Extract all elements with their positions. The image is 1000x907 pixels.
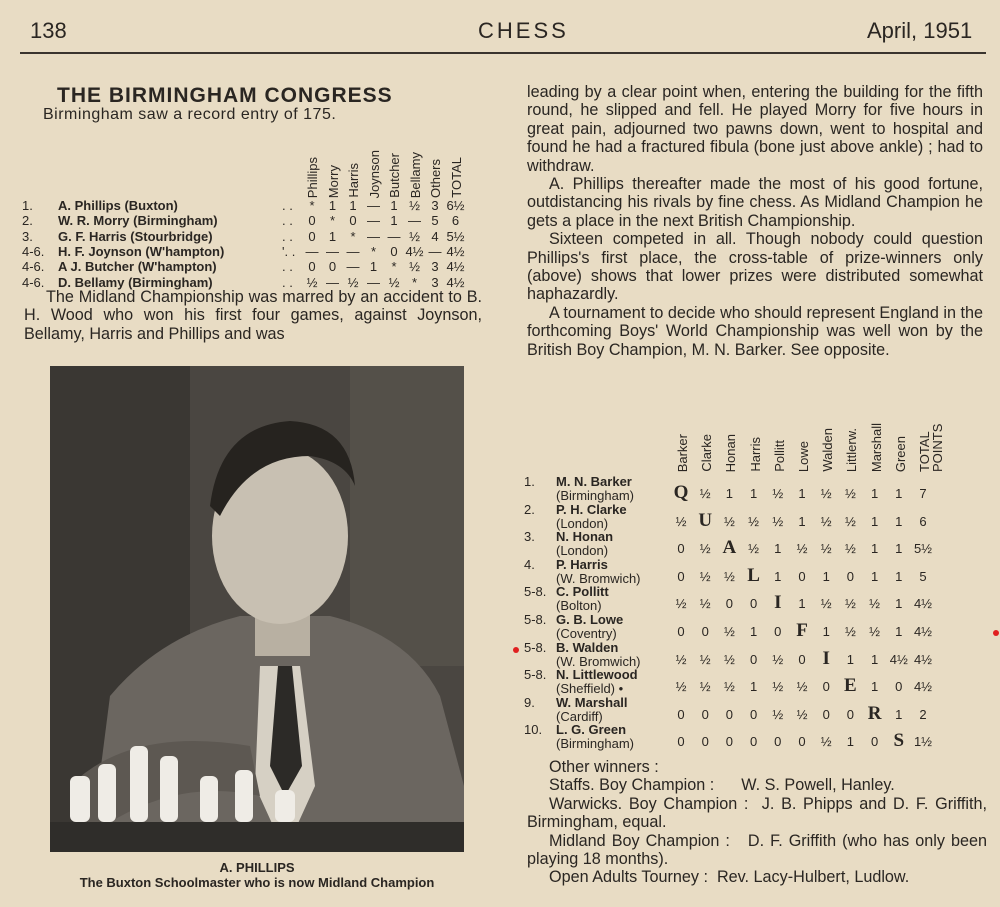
score-cell: —	[408, 213, 421, 229]
photo-caption-text: The Buxton Schoolmaster who is now Midland Champion	[79, 875, 435, 890]
score-cell: —	[367, 274, 380, 290]
score-cell: —	[367, 213, 380, 229]
score-cell: ½	[306, 274, 318, 290]
row-rank: 1.	[22, 198, 33, 213]
score-cell: ½	[820, 596, 832, 612]
winners-line: Warwicks. Boy Champion : J. B. Phipps and D. F. Griffith, Birmingham, equal.	[527, 794, 992, 832]
score-cell: 1	[390, 198, 398, 213]
score-cell: *	[391, 259, 397, 275]
score-cell: ½	[409, 198, 420, 213]
player-name: N. Littlewood	[556, 667, 638, 683]
red-marker-dot	[993, 630, 999, 636]
score-cell: 1	[895, 513, 903, 529]
column-header: TOTAL	[448, 157, 464, 198]
diagonal-letter: A	[722, 537, 737, 559]
score-cell: 0	[328, 259, 337, 275]
score-cell: 5½	[446, 228, 465, 244]
score-cell: 1	[328, 198, 337, 213]
score-cell: ½	[844, 541, 856, 557]
score-cell: ½	[347, 274, 359, 290]
column-header: Others	[428, 159, 443, 199]
score-cell: ½	[772, 486, 784, 501]
article-paragraph: The Midland Championship was marred by an accident to B. H. Wood who won his first four games, against Joynson, Bellamy, Harris and Phillips and was	[24, 288, 482, 343]
player-town: (Sheffield) •	[556, 681, 624, 697]
column-header: Marshall	[868, 423, 884, 473]
player-name: D. Bellamy (Birmingham)	[58, 274, 213, 290]
score-cell: *	[370, 243, 377, 259]
diagonal-letter: F	[796, 620, 808, 641]
score-cell: —	[346, 243, 360, 259]
column-header: Lowe	[796, 441, 811, 473]
score-cell: 1	[870, 513, 879, 529]
score-cell: 1	[798, 513, 806, 529]
score-cell: 5	[431, 213, 439, 229]
row-rank: 10.	[524, 722, 543, 738]
player-town: (Birmingham)	[556, 488, 635, 503]
score-cell: —	[367, 228, 380, 244]
row-rank: 4-6.	[22, 259, 45, 275]
score-cell: ½	[844, 486, 856, 501]
score-cell: ½	[869, 596, 881, 612]
article-paragraph: A. Phillips thereafter made the most of his good fortune, outdistancing his rivals by fine chess. As Midland Champion he gets a place in the next British Championship.	[527, 175, 983, 230]
column-header: Littlerw.	[844, 428, 860, 473]
player-name: L. G. Green	[556, 722, 627, 738]
portrait-image	[50, 366, 464, 852]
article-paragraph: A tournament to decide who should represent England in the forthcoming Boys' World Championship was well won by the British Boy Champion, M. N. Barker. See opposite.	[527, 303, 983, 359]
score-cell: 4½	[889, 651, 908, 667]
row-rank: 9.	[524, 694, 535, 710]
column-header: Morry	[325, 165, 341, 199]
score-cell: 1	[895, 541, 903, 557]
column-header: Butcher	[387, 153, 402, 198]
column-header: Honan	[723, 434, 739, 473]
row-rank: 3.	[524, 529, 535, 545]
score-cell: 2	[919, 706, 927, 722]
score-cell: 0	[798, 651, 806, 667]
score-cell: 0	[677, 568, 685, 584]
column-header: Pollitt	[771, 440, 787, 472]
score-cell: ½	[723, 624, 735, 639]
score-cell: ½	[699, 568, 711, 584]
score-cell: 0	[701, 624, 709, 639]
score-cell: ½	[796, 706, 808, 722]
score-cell: ½	[820, 513, 832, 529]
score-cell: 0	[774, 734, 782, 750]
player-town: (London)	[556, 515, 609, 531]
score-cell: 3	[431, 259, 439, 275]
score-cell: 0	[749, 706, 758, 722]
score-cell: 1	[725, 486, 733, 501]
score-cell: 0	[749, 596, 758, 612]
score-cell: 1	[895, 706, 903, 722]
score-cell: 1	[870, 486, 879, 501]
magazine-title: CHESS	[478, 18, 569, 43]
article-right-column	[527, 83, 983, 359]
row-rank: 5-8.	[524, 667, 547, 683]
leader-dots: . .	[282, 228, 293, 244]
score-cell: 1	[870, 568, 879, 584]
score-cell: ½	[772, 513, 784, 529]
player-name: M. N. Barker	[556, 474, 632, 489]
score-cell: ½	[796, 679, 808, 695]
score-cell: —	[367, 198, 380, 213]
player-name: B. Walden	[556, 639, 619, 655]
column-header: TOTAL POINTS	[917, 423, 945, 472]
score-cell: —	[387, 228, 401, 244]
score-cell: 4½	[913, 651, 933, 667]
score-cell: 0	[749, 734, 758, 750]
score-cell: ½	[723, 513, 735, 529]
diagonal-letter: S	[893, 730, 905, 752]
score-cell: 0	[798, 734, 806, 750]
score-cell: ½	[699, 541, 711, 557]
score-cell: ½	[675, 651, 687, 667]
player-name: W. Marshall	[556, 694, 628, 710]
leader-dots: . .	[282, 198, 293, 213]
score-cell: 1	[369, 259, 378, 275]
score-cell: 1	[798, 486, 806, 501]
score-cell: 1	[390, 213, 398, 229]
article-left-column	[24, 288, 482, 343]
leader-dots: . .	[282, 274, 293, 290]
score-cell: 0	[798, 568, 806, 584]
row-rank: 2.	[22, 213, 33, 229]
score-cell: 1	[870, 679, 879, 695]
score-cell: 1	[870, 541, 879, 557]
score-cell: ½	[748, 541, 760, 557]
player-town: (Coventry)	[556, 626, 617, 641]
score-cell: ½	[723, 568, 735, 584]
score-cell: 6½	[446, 198, 465, 213]
score-cell: 1	[870, 651, 879, 667]
diagonal-letter: Q	[673, 482, 689, 503]
article-subtitle: Birmingham saw a record entry of 175.	[43, 106, 337, 123]
score-cell: —	[326, 274, 339, 290]
winners-line: Midland Boy Champion : D. F. Griffith (who has only been playing 18 months).	[527, 831, 992, 869]
score-cell: ½	[723, 679, 735, 695]
score-cell: 0	[677, 624, 685, 639]
score-cell: ½	[772, 651, 784, 667]
player-name: G. B. Lowe	[556, 612, 624, 627]
score-cell: ½	[699, 596, 711, 612]
article-paragraph: Sixteen competed in all. Though nobody could question Phillips's first place, the cross-table of prize-winners only (above) shows that lower prizes were distributed somewhat haphazardly.	[527, 230, 983, 304]
other-winners	[527, 758, 992, 887]
photo-caption-name: A. PHILLIPS	[219, 860, 295, 875]
score-cell: 1	[349, 198, 357, 213]
score-cell: ½	[820, 734, 832, 750]
score-cell: ½	[388, 274, 400, 290]
header-rule	[20, 52, 986, 54]
column-header: Clarke	[699, 434, 715, 472]
score-cell: 0	[308, 213, 316, 229]
row-rank: 4.	[524, 556, 535, 572]
score-cell: 0	[895, 679, 903, 695]
score-cell: 0	[308, 228, 316, 244]
player-name: P. Harris	[556, 556, 608, 572]
score-cell: ½	[699, 651, 711, 667]
score-cell: ½	[772, 706, 784, 722]
score-cell: 0	[677, 734, 685, 750]
score-cell: 5½	[913, 541, 933, 557]
leader-dots: . .	[282, 213, 293, 229]
player-name: G. F. Harris (Stourbridge)	[58, 228, 213, 244]
column-header: Barker	[675, 434, 690, 473]
player-name: W. R. Morry (Birmingham)	[58, 213, 218, 229]
column-header: Bellamy	[407, 152, 423, 199]
score-cell: 1	[774, 568, 782, 584]
row-rank: 4-6.	[22, 274, 45, 290]
score-cell: 0	[308, 259, 316, 275]
score-cell: 0	[677, 706, 685, 722]
column-header: Green	[892, 436, 908, 473]
column-header: Walden	[820, 428, 836, 472]
score-cell: 1	[895, 486, 903, 501]
score-cell: 0	[870, 734, 879, 750]
score-cell: 1	[895, 624, 903, 639]
player-town: (W. Bromwich)	[556, 653, 641, 669]
score-cell: 1	[749, 624, 758, 639]
issue-date: April, 1951	[867, 18, 973, 43]
score-cell: *	[411, 274, 418, 290]
score-cell: 0	[701, 734, 709, 750]
score-cell: 4½	[913, 596, 933, 612]
score-cell: 6	[451, 213, 460, 229]
score-cell: 5	[919, 568, 927, 584]
score-cell: ½	[409, 259, 420, 275]
score-cell: ½	[699, 679, 711, 695]
player-name: A. Phillips (Buxton)	[58, 198, 178, 213]
score-cell: 1	[749, 486, 758, 501]
score-cell: ½	[748, 513, 760, 529]
score-cell: 1	[822, 568, 830, 584]
score-cell: 0	[725, 596, 733, 612]
score-cell: 1	[822, 624, 830, 639]
score-cell: 0	[349, 213, 357, 229]
row-rank: 5-8.	[524, 639, 547, 655]
score-cell: ½	[796, 541, 808, 557]
player-name: C. Pollitt	[556, 584, 609, 600]
score-cell: ½	[675, 596, 687, 612]
row-rank: 4-6.	[22, 243, 45, 259]
score-cell: *	[350, 228, 356, 244]
score-cell: 4½	[405, 243, 424, 259]
score-cell: ½	[820, 486, 832, 501]
winners-line: Open Adults Tourney : Rev. Lacy-Hulbert, Ludlow.	[549, 868, 910, 887]
score-cell: 0	[822, 679, 830, 695]
article-paragraph: leading by a clear point when, entering the building for the fifth round, he slipped and fell. He played Morry for five hours in great pain, adjourned two pawns down, went to hospital and found he had a fractured fibula (bone just above ankle) ; had to withdraw.	[527, 83, 983, 175]
score-cell: 0	[677, 541, 685, 557]
score-cell: 4	[431, 228, 439, 244]
row-rank: 5-8.	[524, 584, 547, 600]
player-town: (London)	[556, 543, 609, 559]
score-cell: 1	[895, 596, 903, 612]
player-name: H. F. Joynson (W'hampton)	[58, 243, 225, 259]
red-marker-dot	[513, 647, 519, 653]
score-cell: 4½	[446, 274, 465, 290]
player-name: N. Honan	[556, 529, 614, 545]
score-cell: ½	[844, 596, 856, 612]
column-header: Phillips	[305, 157, 320, 199]
score-cell: 4½	[913, 624, 933, 639]
article-title: THE BIRMINGHAM CONGRESS	[57, 84, 393, 107]
score-cell: 1	[328, 228, 337, 244]
score-cell: 0	[701, 706, 709, 722]
score-cell: ½	[844, 624, 856, 639]
score-cell: ½	[675, 513, 687, 529]
portrait-photo	[50, 366, 464, 852]
score-cell: ½	[869, 624, 881, 639]
score-cell: *	[329, 213, 336, 229]
diagonal-letter: U	[698, 509, 713, 531]
winners-heading: Other winners :	[549, 758, 659, 776]
score-cell: 1	[846, 734, 854, 750]
row-rank: 3.	[22, 228, 33, 244]
column-header: Joynson	[366, 150, 382, 199]
score-cell: ½	[820, 541, 832, 557]
player-town: (Birmingham)	[556, 736, 635, 752]
column-header: Harris	[747, 437, 763, 472]
player-name: P. H. Clarke	[556, 501, 627, 517]
score-cell: 0	[774, 624, 782, 639]
score-cell: 6	[919, 513, 927, 529]
diagonal-letter: E	[844, 675, 857, 697]
player-name: A J. Butcher (W'hampton)	[58, 259, 217, 275]
score-cell: 3	[431, 198, 439, 213]
score-cell: 0	[846, 568, 854, 584]
score-cell: 0	[725, 706, 733, 722]
score-cell: 0	[749, 651, 758, 667]
score-cell: ½	[409, 228, 420, 244]
score-cell: 1	[846, 651, 854, 667]
score-cell: ½	[844, 513, 856, 529]
score-cell: 4½	[913, 679, 933, 695]
score-cell: ½	[772, 679, 784, 695]
score-cell: ½	[675, 679, 687, 695]
leader-dots: '. .	[282, 243, 296, 259]
row-rank: 5-8.	[524, 612, 547, 627]
score-cell: *	[309, 198, 315, 213]
diagonal-letter: R	[867, 702, 882, 724]
winners-line: Staffs. Boy Champion : W. S. Powell, Hanley.	[549, 776, 895, 795]
leader-dots: . .	[282, 259, 293, 275]
score-cell: 1	[774, 541, 782, 557]
column-header: Harris	[346, 163, 361, 198]
page-number: 138	[30, 18, 67, 43]
score-cell: 1	[749, 679, 758, 695]
player-town: (W. Bromwich)	[556, 570, 641, 586]
score-cell: 0	[725, 734, 733, 750]
score-cell: 1½	[913, 734, 933, 750]
score-cell: 3	[431, 274, 439, 290]
score-cell: ½	[699, 486, 711, 501]
score-cell: 0	[846, 706, 854, 722]
score-cell: 4½	[446, 243, 465, 259]
diagonal-letter: I	[774, 592, 782, 614]
score-cell: —	[305, 243, 319, 259]
row-rank: 2.	[524, 501, 535, 517]
player-town: (Cardiff)	[556, 708, 603, 724]
score-cell: 1	[798, 596, 806, 612]
score-cell: 1	[895, 568, 903, 584]
score-cell: 0	[822, 706, 830, 722]
row-rank: 1.	[524, 474, 535, 489]
score-cell: 4½	[446, 259, 465, 275]
score-cell: —	[326, 243, 339, 259]
player-town: (Bolton)	[556, 598, 602, 614]
score-cell: 0	[390, 243, 398, 259]
score-cell: 7	[919, 486, 927, 501]
score-cell: ½	[723, 651, 735, 667]
score-cell: —	[346, 259, 360, 275]
diagonal-letter: I	[822, 647, 830, 669]
score-cell: —	[428, 243, 442, 259]
diagonal-letter: L	[747, 564, 760, 586]
